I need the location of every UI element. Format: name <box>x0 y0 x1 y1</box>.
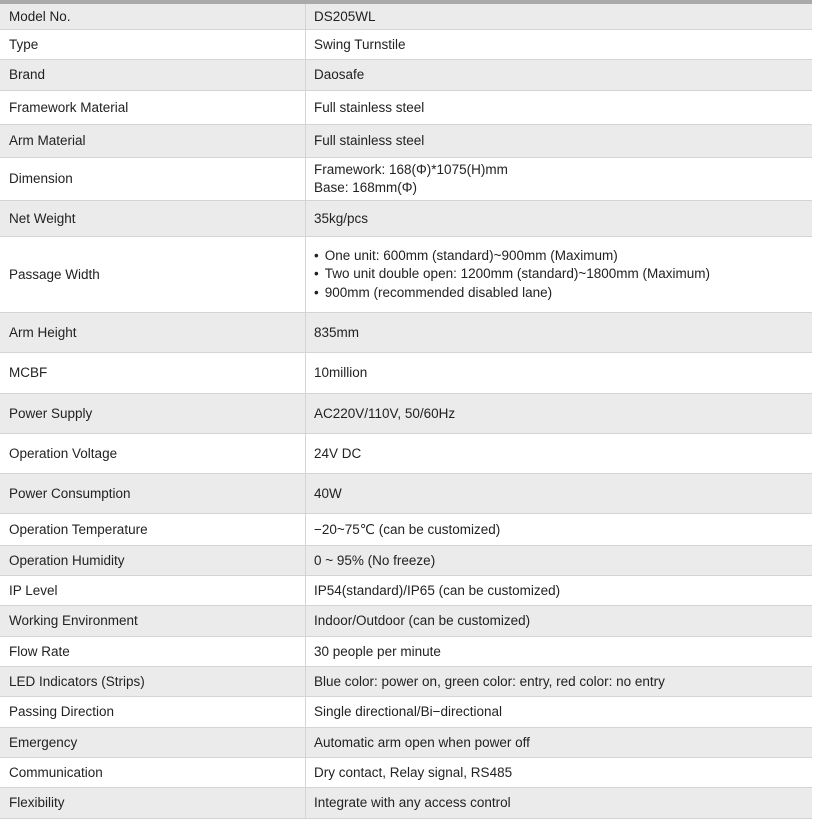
spec-value <box>305 237 812 313</box>
spec-label: Dimension <box>0 158 305 201</box>
spec-value: 835mm <box>305 313 812 353</box>
spec-label: IP Level <box>0 576 305 606</box>
spec-value: 35kg/pcs <box>305 201 812 237</box>
spec-value: 30 people per minute <box>305 637 812 667</box>
spec-label: Type <box>0 30 305 60</box>
spec-value: Single directional/Bi−directional <box>305 697 812 728</box>
spec-label: MCBF <box>0 353 305 394</box>
spec-label: Flow Rate <box>0 637 305 667</box>
spec-value: Automatic arm open when power off <box>305 728 812 758</box>
spec-value: Dry contact, Relay signal, RS485 <box>305 758 812 788</box>
spec-value: 0 ~ 95% (No freeze) <box>305 546 812 576</box>
spec-label: Passing Direction <box>0 697 305 728</box>
spec-label: LED Indicators (Strips) <box>0 667 305 697</box>
spec-label: Passage Width <box>0 237 305 313</box>
spec-bullet-item: • Two unit double open: 1200mm (standard)~1800mm (Maximum) <box>314 265 812 284</box>
spec-value: 10million <box>305 353 812 394</box>
spec-value: DS205WL <box>305 4 812 30</box>
spec-label: Arm Material <box>0 125 305 158</box>
spec-label: Power Consumption <box>0 474 305 514</box>
spec-value: Daosafe <box>305 60 812 91</box>
spec-value-line: Framework: 168(Φ)*1075(H)mm <box>314 162 508 177</box>
spec-value <box>305 158 812 201</box>
spec-label: Operation Voltage <box>0 434 305 474</box>
spec-value: 40W <box>305 474 812 514</box>
spec-value: Full stainless steel <box>305 91 812 125</box>
spec-label: Working Environment <box>0 606 305 637</box>
spec-label: Emergency <box>0 728 305 758</box>
spec-value: Blue color: power on, green color: entry, red color: no entry <box>305 667 812 697</box>
spec-label: Operation Temperature <box>0 514 305 546</box>
spec-label: Communication <box>0 758 305 788</box>
spec-bullet-item: • 900mm (recommended disabled lane) <box>314 284 812 303</box>
spec-bullet-item: • One unit: 600mm (standard)~900mm (Maximum) <box>314 247 812 266</box>
spec-label: Net Weight <box>0 201 305 237</box>
spec-value: AC220V/110V, 50/60Hz <box>305 394 812 434</box>
spec-label: Brand <box>0 60 305 91</box>
spec-value-line: Base: 168mm(Φ) <box>314 180 418 195</box>
spec-label: Operation Humidity <box>0 546 305 576</box>
spec-label: Model No. <box>0 4 305 30</box>
spec-value: Indoor/Outdoor (can be customized) <box>305 606 812 637</box>
spec-value: Full stainless steel <box>305 125 812 158</box>
spec-value: 24V DC <box>305 434 812 474</box>
spec-value: Integrate with any access control <box>305 788 812 819</box>
spec-label: Power Supply <box>0 394 305 434</box>
spec-value: Swing Turnstile <box>305 30 812 60</box>
spec-value: IP54(standard)/IP65 (can be customized) <box>305 576 812 606</box>
spec-bullet-list <box>314 247 812 303</box>
spec-label: Arm Height <box>0 313 305 353</box>
spec-value: −20~75℃ (can be customized) <box>305 514 812 546</box>
spec-label: Framework Material <box>0 91 305 125</box>
spec-label: Flexibility <box>0 788 305 819</box>
